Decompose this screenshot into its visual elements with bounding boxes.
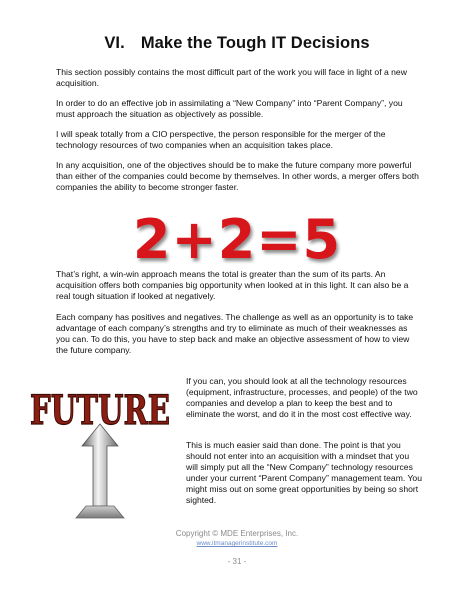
section-number: VI.: [104, 34, 125, 52]
paragraph-intro: This section possibly contains the most difficult part of the work you will face in light of a new acquisition.: [56, 67, 407, 88]
arrow-up-icon: [76, 424, 124, 518]
equation-text: 2+2=5: [132, 208, 342, 271]
footer-website-link[interactable]: www.itmanagerinstitute.com: [196, 540, 278, 547]
paragraph-easier-said: This is much easier said than done. The point is that you should not enter into an acquisition with a mindset that you will simply put all the “New Company” technology resources under your current “Parent Company” management team. You might miss out on some great opportunities by being so short sighted.: [186, 440, 422, 505]
equation-image: [132, 208, 342, 271]
section-heading: [0, 34, 474, 53]
paragraph-strengths-weaknesses: Each company has positives and negatives. The challenge as well as an opportunity is to take advantage of each company’s strengths and try to eliminate as much of their weaknesses as you can. To do this, you have to step back and make an objective assessment of how to view the future company.: [56, 312, 414, 355]
paragraph-objective: In order to do an effective job in assimilating a “New Company” into “Parent Company”, you must approach the situation as objectively as possible.: [56, 98, 403, 119]
future-image: [26, 376, 174, 526]
paragraph-win-win: That’s right, a win-win approach means the total is greater than the sum of its parts. An acquisition offers both companies big opportunity when looked at in this light. It can also be a real tough situation if looked at negatively.: [56, 269, 409, 301]
section-title: Make the Tough IT Decisions: [140, 34, 370, 52]
future-word: FUTURE: [30, 387, 170, 434]
paragraph-technology-resources: If you can, you should look at all the technology resources (equipment, infrastructure, processes, and people) of the two companies and develop a plan to keep the best and to eliminate the worst, and do it in the most cost effective way.: [186, 376, 418, 419]
footer-copyright: Copyright © MDE Enterprises, Inc.: [175, 529, 299, 538]
paragraph-cio-perspective: I will speak totally from a CIO perspective, the person responsible for the merger of the technology resources of two companies when an acquisition takes place.: [56, 129, 386, 150]
paragraph-acquisition-objectives: In any acquisition, one of the objectives should be to make the future company more powerful than either of the companies could become by themselves. In other words, a merger offers both companies the ability to become stronger faster.: [56, 160, 419, 192]
page-number: - 31 -: [227, 557, 247, 566]
